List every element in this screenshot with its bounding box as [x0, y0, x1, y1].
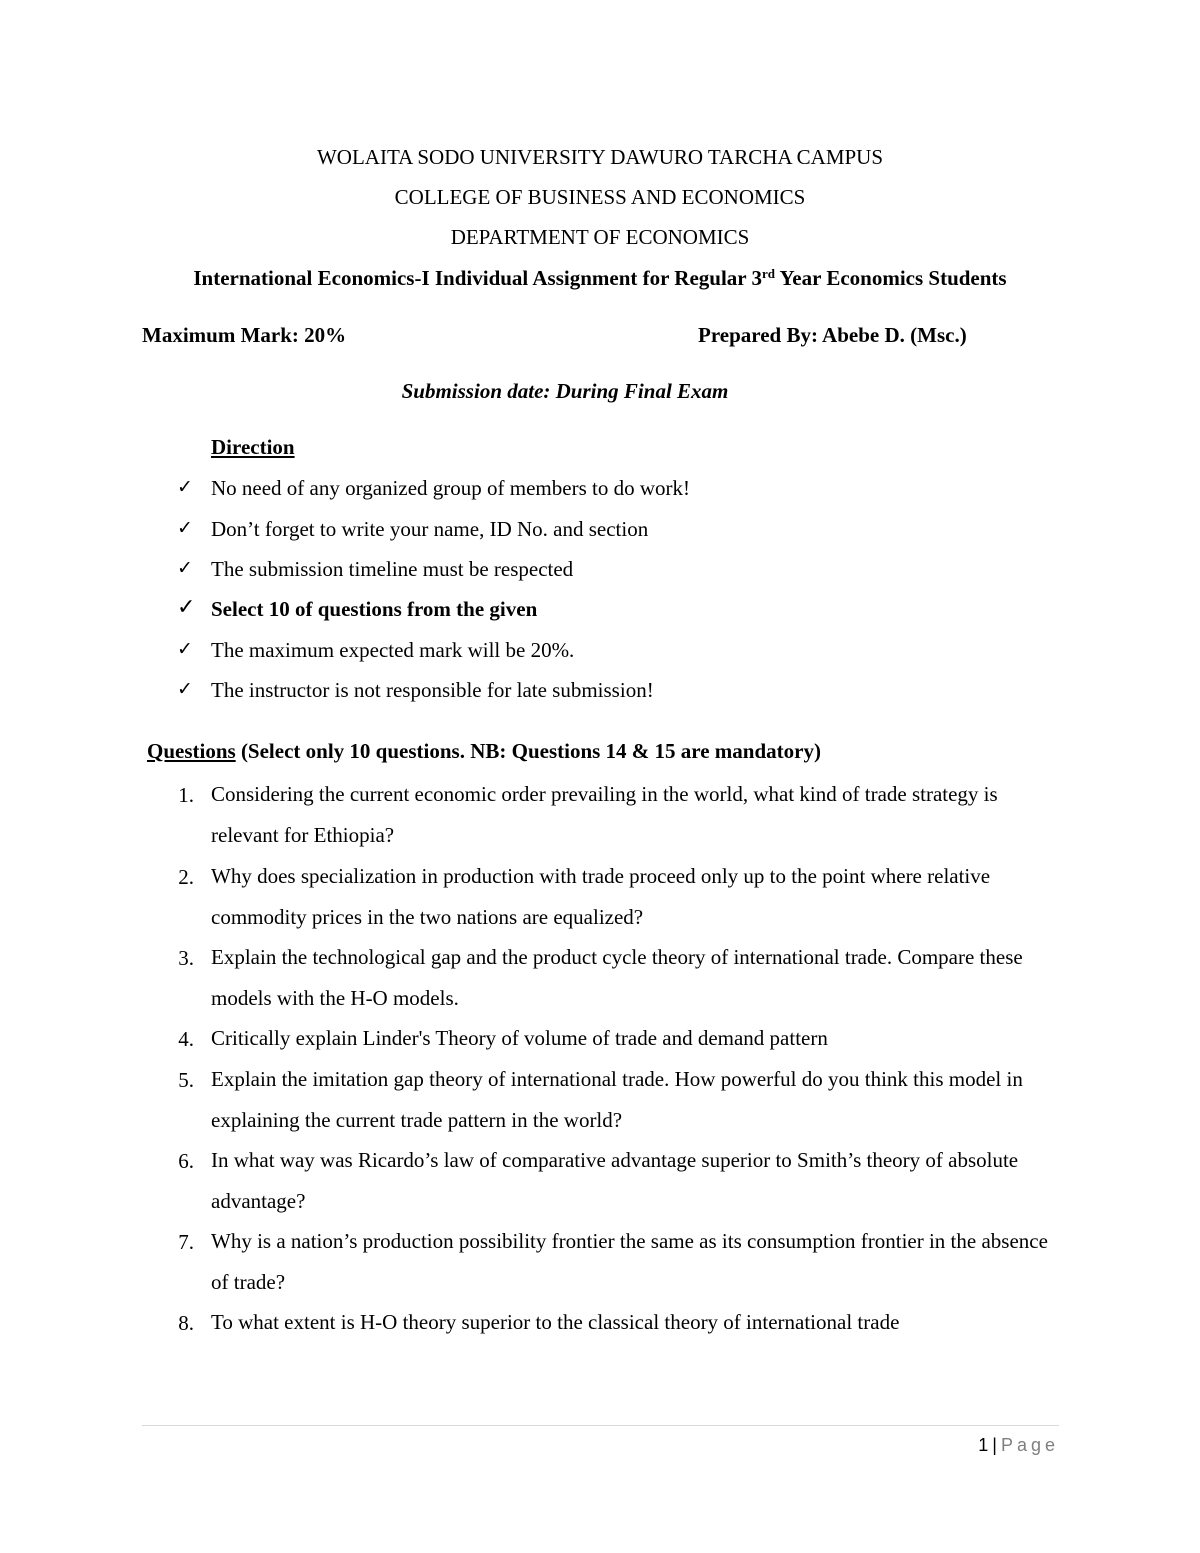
question-number: 5.	[178, 1068, 194, 1092]
questions-header	[147, 738, 821, 764]
question-text: Why is a nation’s production possibility frontier the same as its consumption frontier in the absence of trade?	[211, 1229, 1048, 1294]
check-mark-icon: ✓	[177, 678, 193, 700]
question-text: Why does specialization in production with trade proceed only up to the point where relative commodity prices in the two nations are equalized?	[211, 864, 991, 929]
question-text: Considering the current economic order prevailing in the world, what kind of trade strategy is relevant for Ethiopia?	[211, 782, 998, 847]
question-text: In what way was Ricardo’s law of comparative advantage superior to Smith’s theory of absolute advantage?	[211, 1148, 1019, 1213]
question-text: Explain the technological gap and the product cycle theory of international trade. Compare these models with the H-O models.	[211, 945, 1023, 1010]
college-name: COLLEGE OF BUSINESS AND ECONOMICS	[394, 185, 806, 209]
question-text: To what extent is H-O theory superior to the classical theory of international trade	[211, 1310, 900, 1334]
assignment-title-part2: Year Economics Students	[775, 266, 1007, 290]
university-name: WOLAITA SODO UNIVERSITY DAWURO TARCHA CAMPUS	[316, 145, 884, 169]
direction-item: The maximum expected mark will be 20%.	[211, 638, 575, 662]
direction-item: The instructor is not responsible for late submission!	[211, 678, 654, 702]
question-number: 6.	[178, 1149, 194, 1173]
question-number: 3.	[178, 946, 194, 970]
questions-heading: Questions	[147, 739, 236, 763]
question-text: Critically explain Linder's Theory of volume of trade and demand pattern	[211, 1026, 828, 1050]
check-mark-icon: ✓	[177, 476, 193, 498]
page-label: Page	[1000, 1435, 1059, 1455]
footer-separator: |	[992, 1435, 997, 1455]
assignment-title	[0, 265, 1200, 291]
questions-note: (Select only 10 questions. NB: Questions 14 & 15 are mandatory)	[235, 739, 821, 763]
direction-heading: Direction	[211, 435, 295, 459]
check-mark-icon: ✓	[177, 557, 193, 579]
question-number: 1.	[178, 783, 194, 807]
check-mark-icon: ✓	[177, 638, 193, 660]
question-number: 2.	[178, 865, 194, 889]
page-number: 1	[978, 1435, 989, 1455]
direction-item: Select 10 of questions from the given	[211, 597, 538, 621]
assignment-title-superscript: rd	[762, 266, 775, 281]
direction-item: No need of any organized group of members to do work!	[211, 476, 690, 500]
question-number: 8.	[178, 1311, 194, 1335]
direction-item: The submission timeline must be respected	[211, 557, 574, 581]
page-footer	[978, 1433, 1059, 1457]
question-number: 4.	[178, 1027, 194, 1051]
submission-date: Submission date: During Final Exam	[401, 379, 729, 403]
maximum-mark: Maximum Mark: 20%	[142, 323, 347, 347]
check-mark-icon: ✓	[177, 595, 196, 620]
direction-item: Don’t forget to write your name, ID No. and section	[211, 517, 649, 541]
assignment-title-part1: International Economics-I Individual Assignment for Regular 3	[193, 266, 762, 290]
question-number: 7.	[178, 1230, 194, 1254]
prepared-by: Prepared By: Abebe D. (Msc.)	[698, 323, 967, 347]
department-name: DEPARTMENT OF ECONOMICS	[450, 225, 750, 249]
footer-divider	[142, 1425, 1059, 1426]
check-mark-icon: ✓	[177, 517, 193, 539]
question-text: Explain the imitation gap theory of international trade. How powerful do you think this model in explaining the current trade pattern in the world?	[211, 1067, 1023, 1132]
